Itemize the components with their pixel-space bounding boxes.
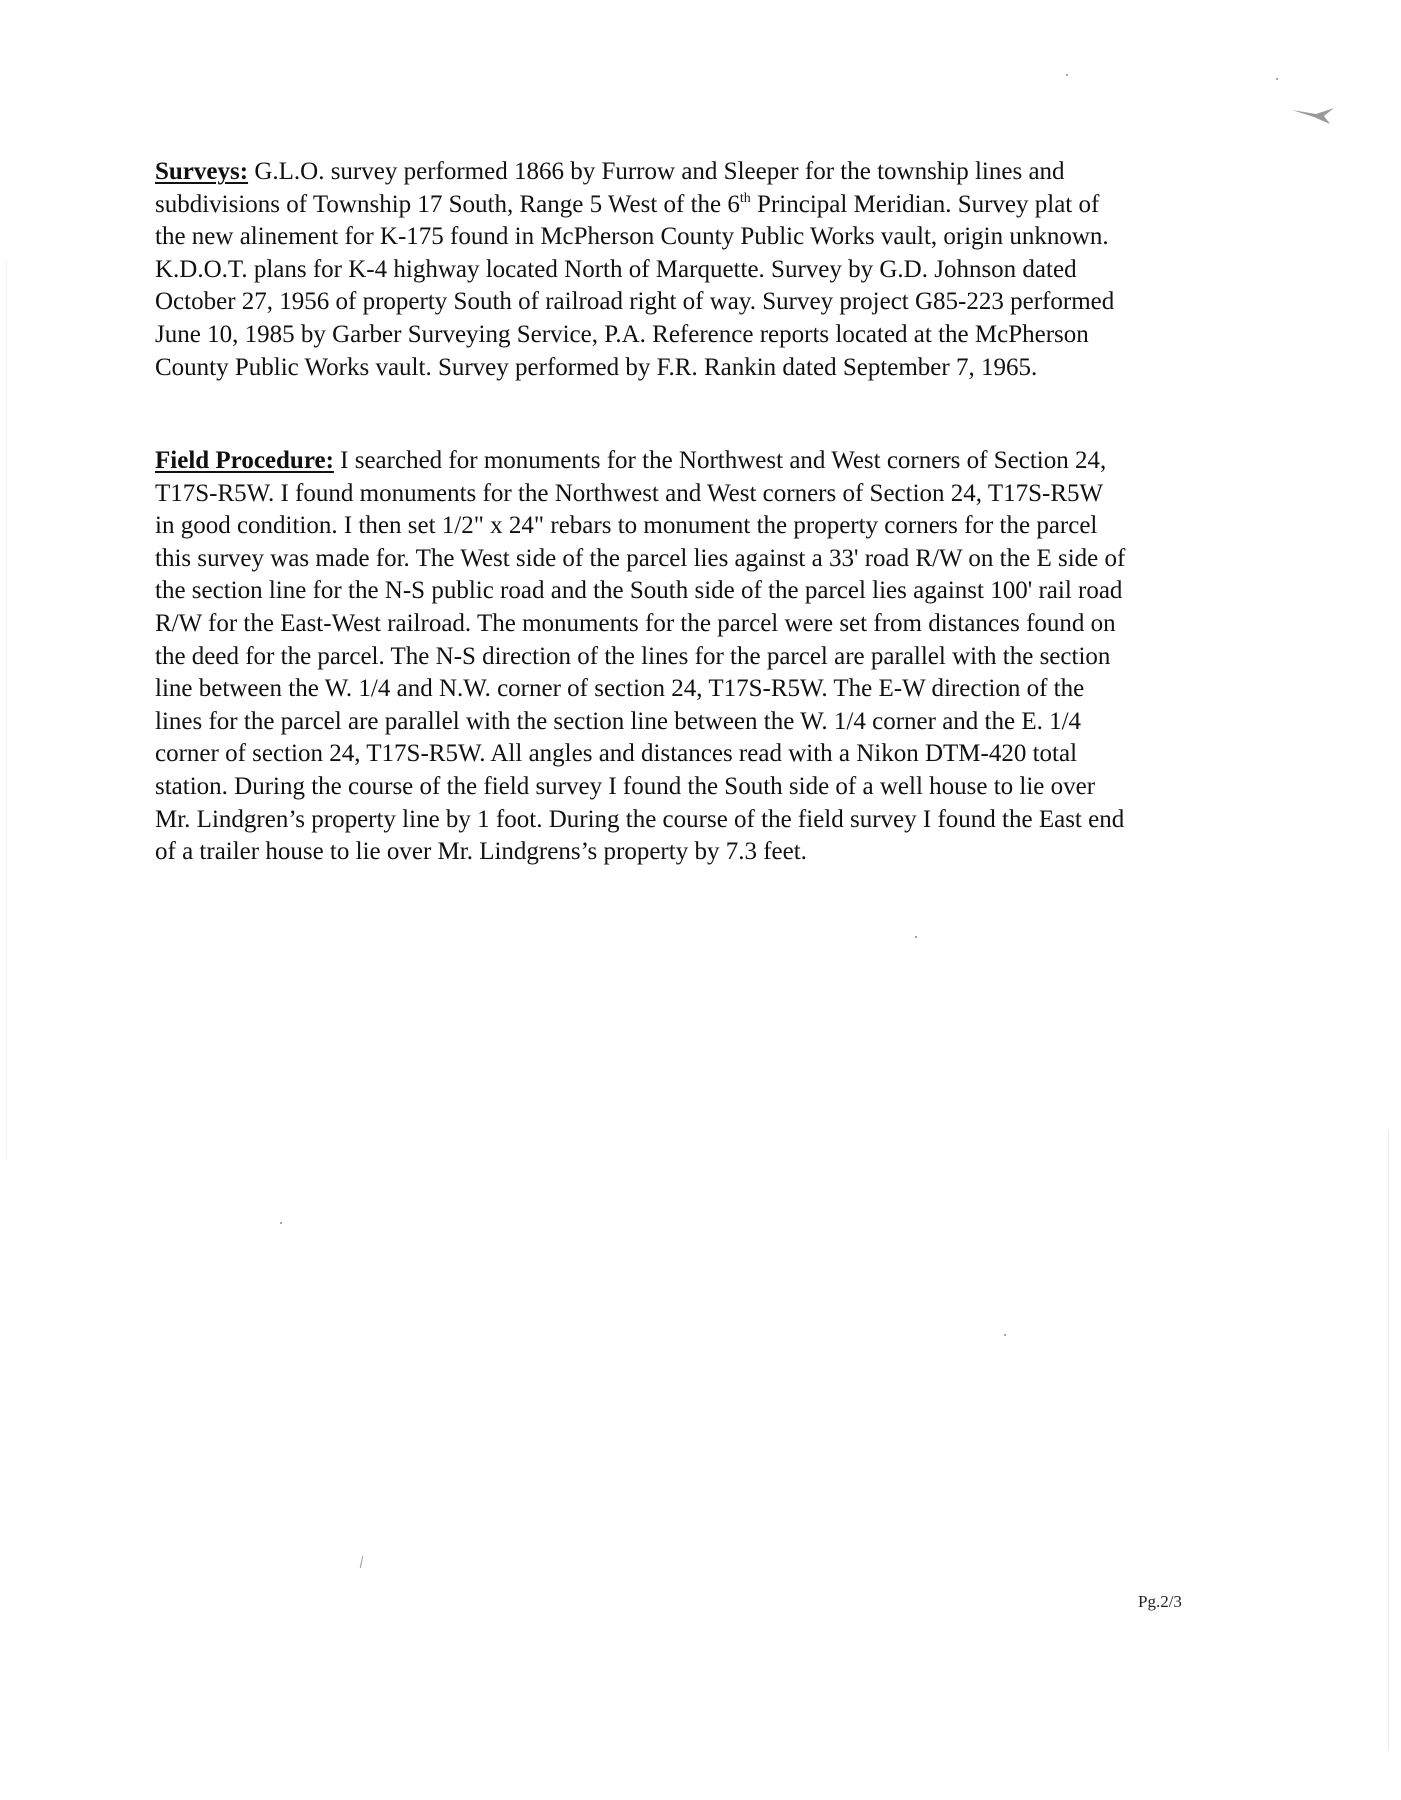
scan-edge-left bbox=[6, 260, 7, 1160]
scan-edge-right bbox=[1388, 1130, 1389, 1750]
scan-stroke-mark bbox=[360, 1556, 363, 1568]
text-line: T17S-R5W. I found monuments for the Northwest and West corners of Section 24, T17S-R5W bbox=[155, 479, 1104, 507]
text-line bbox=[155, 445, 1223, 478]
line-text: I searched for monuments for the Northwest and West corners of Section 24, bbox=[333, 447, 1107, 474]
text-line: the deed for the parcel. The N-S direction of the lines for the parcel are parallel with the section bbox=[155, 642, 1111, 670]
text-line bbox=[155, 189, 1223, 222]
text-line: the section line for the N-S public road and the South side of the parcel lies against 100' rail road bbox=[155, 577, 1123, 605]
text-line: Mr. Lindgren’s property line by 1 foot. During the course of the field survey I found the East end bbox=[155, 805, 1125, 833]
text-line: the new alinement for K-175 found in McPherson County Public Works vault, origin unknown. bbox=[155, 223, 1109, 251]
text-line: in good condition. I then set 1/2" x 24" rebars to monument the property corners for the parcel bbox=[155, 512, 1098, 540]
text-line bbox=[155, 156, 1223, 189]
text-line: June 10, 1985 by Garber Surveying Service, P.A. Reference reports located at the McPherson bbox=[155, 320, 1089, 348]
scan-speck bbox=[280, 1222, 282, 1224]
text-line: station. During the course of the field survey I found the South side of a well house to lie over bbox=[155, 772, 1096, 800]
scan-speck bbox=[1004, 1334, 1006, 1336]
ordinal-superscript: th bbox=[739, 190, 751, 206]
surveys-heading: Surveys: bbox=[155, 158, 249, 185]
scan-corner-mark bbox=[1290, 100, 1350, 130]
text-line: of a trailer house to lie over Mr. Lindgrens’s property by 7.3 feet. bbox=[155, 838, 807, 866]
line-text: subdivisions of Township 17 South, Range 5 West of the 6 bbox=[155, 190, 740, 218]
text-line: lines for the parcel are parallel with the section line between the W. 1/4 corner and the E. 1/4 bbox=[155, 707, 1082, 735]
text-line: October 27, 1956 of property South of railroad right of way. Survey project G85-223 performed bbox=[155, 288, 1115, 316]
field-procedure-paragraph bbox=[155, 445, 1223, 869]
text-line: this survey was made for. The West side of the parcel lies against a 33' road R/W on the E side of bbox=[155, 544, 1126, 572]
line-text: Principal Meridian. Survey plat of bbox=[750, 190, 1100, 218]
text-line: County Public Works vault. Survey performed by F.R. Rankin dated September 7, 1965. bbox=[155, 353, 1038, 381]
line-text: G.L.O. survey performed 1866 by Furrow and Sleeper for the township lines and bbox=[248, 158, 1065, 185]
text-line: R/W for the East-West railroad. The monuments for the parcel were set from distances found on bbox=[155, 609, 1116, 637]
text-line: line between the W. 1/4 and N.W. corner of section 24, T17S-R5W. The E-W direction of the bbox=[155, 675, 1085, 703]
text-line: K.D.O.T. plans for K-4 highway located North of Marquette. Survey by G.D. Johnson dated bbox=[155, 255, 1077, 283]
surveys-paragraph bbox=[155, 156, 1223, 384]
scan-speck bbox=[915, 936, 917, 938]
scan-speck bbox=[1276, 78, 1278, 80]
text-line: corner of section 24, T17S-R5W. All angles and distances read with a Nikon DTM-420 total bbox=[155, 740, 1078, 768]
page-number: Pg.2/3 bbox=[1138, 1592, 1182, 1611]
field-procedure-heading: Field Procedure: bbox=[155, 447, 334, 474]
scan-speck bbox=[1066, 74, 1068, 76]
